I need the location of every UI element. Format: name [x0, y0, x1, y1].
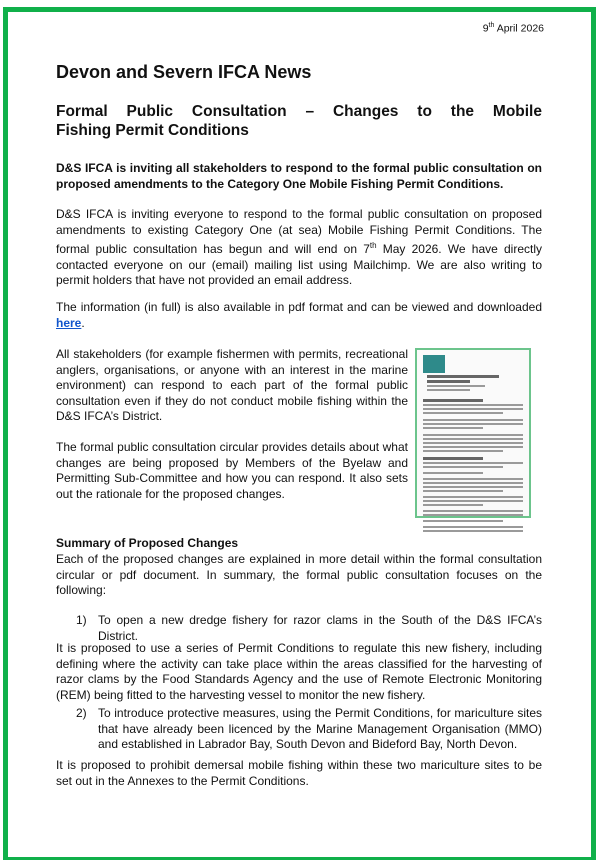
consultation-document-thumbnail[interactable] — [415, 348, 531, 518]
page-title: Devon and Severn IFCA News — [56, 62, 312, 82]
stakeholders-paragraph: All stakeholders (for example fishermen with permits, recreational anglers, organisations, or anyone with an interest in the marine environment) can respond to each part of the formal public consultation even if they do not conduct mobile fishing within the D&S IFCA’s District. — [56, 347, 408, 423]
summary-intro: Each of the proposed changes are explained in more detail within the formal consultation circular or pdf document. In summary, the formal public consultation focuses on the following: — [56, 552, 542, 597]
list-item: 1) To open a new dredge fishery for razor clams in the South of the D&S IFCA’s District. — [76, 613, 542, 643]
summary-heading: Summary of Proposed Changes — [56, 536, 239, 550]
mariculture-paragraph: It is proposed to prohibit demersal mobile fishing within these two mariculture sites to be set out in the Annexes to the Permit Conditions. — [56, 758, 542, 788]
razor-clam-paragraph: It is proposed to use a series of Permit Conditions to regulate this new fishery, including defining where the activity can take place within the areas classified for the harvesting of razor clams by the Food Standards Agency and the use of Remote Electronic Monitoring (REM) being fitted to the harvesting vessel to monitor the new fishery. — [56, 641, 542, 702]
lead-paragraph: D&S IFCA is inviting all stakeholders to respond to the formal public consultation on proposed amendments to the Category One Mobile Fishing Permit Conditions. — [56, 161, 542, 191]
pdf-download-link[interactable]: here — [56, 315, 82, 330]
list-item: 2) To introduce protective measures, using the Permit Conditions, for mariculture sites that have already been licenced by the Marine Management Organisation (MMO) and established in Labrador Bay, South Devon and Bideford Bay, North Devon. — [76, 706, 542, 751]
ifca-logo-icon — [423, 355, 445, 373]
circular-paragraph: The formal public consultation circular provides details about what changes are being proposed by Members of the Byelaw and Permitting Sub-Committee and how you can respond. It also sets out the rationale for the proposed changes. — [56, 440, 408, 501]
consultation-paragraph: D&S IFCA is inviting everyone to respond to the formal public consultation on proposed amendments to existing Category One (at sea) Mobile Fishing Permit Conditions. The formal public consultation has begun and will end on 7th May 2026. We have directly contacted everyone on our (email) mailing list using Mailchimp. We are also writing to permit holders that have not provided an email address. — [56, 207, 542, 287]
article-heading: Formal Public Consultation – Changes to the Mobile Fishing Permit Conditions — [56, 103, 542, 139]
document-date: 9th April 2026 — [482, 22, 544, 35]
thumbnail-heading — [427, 373, 499, 393]
pdf-info-paragraph: The information (in full) is also available in pdf format and can be viewed and downloaded here. — [56, 300, 542, 330]
